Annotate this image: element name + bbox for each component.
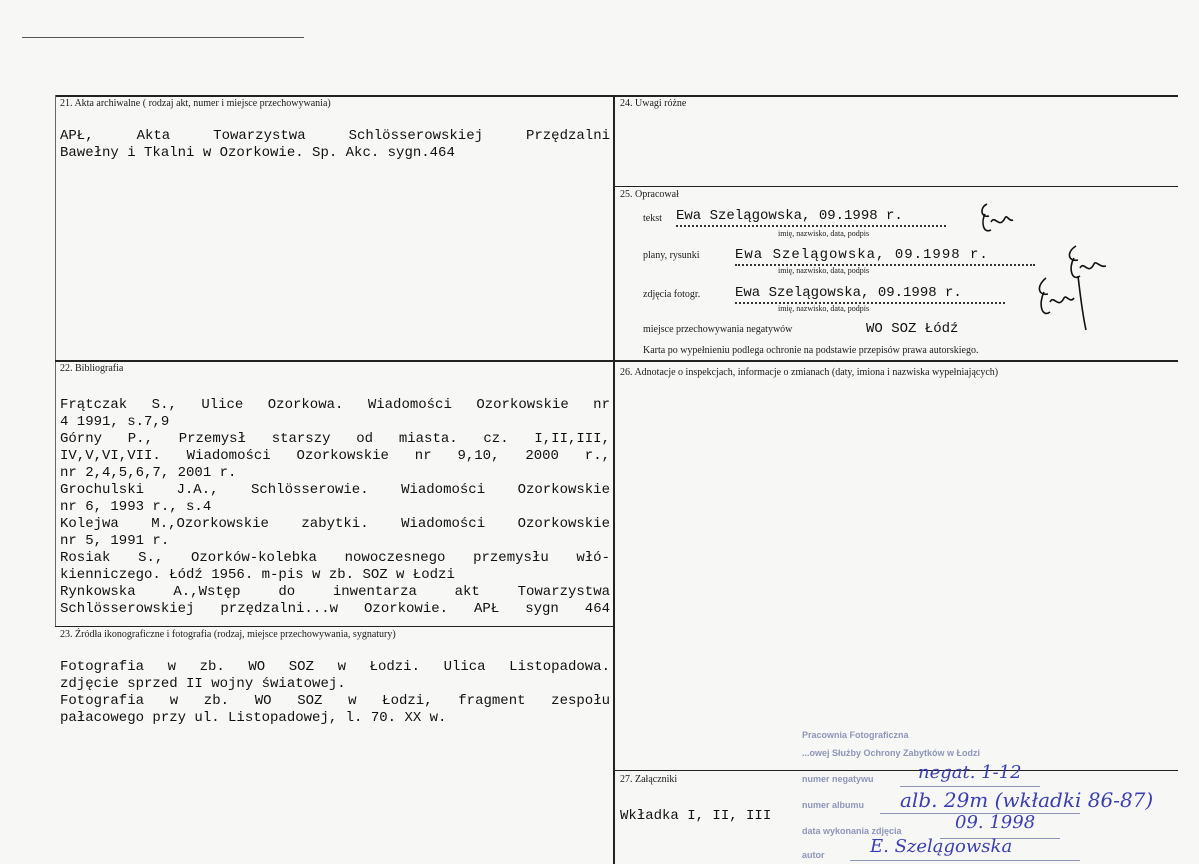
section-27-heading: 27. Załączniki (620, 774, 678, 785)
section-21-body (60, 128, 610, 162)
bibliography-line: Rosiak S., Ozorków-kolebka nowoczesnego przemysłu włó- (60, 550, 610, 566)
rule-22-top (55, 360, 1178, 362)
section-22-heading: 22. Bibliografia (60, 363, 124, 374)
stamp-line-negative (900, 786, 1040, 787)
form-center-divider (613, 95, 615, 864)
bibliography-line: Kolejwa M.,Ozorkowskie zabytki. Wiadomości Ozorkowskie (60, 516, 610, 532)
author-plans-label: plany, rysunki (643, 250, 700, 261)
section-23-heading: 23. Źródła ikonograficzne i fotografia (rodzaj, miejsce przechowywania, sygnatury) (60, 629, 396, 640)
iconography-line: Fotografia w zb. WO SOZ w Łodzi, fragment zespołu (60, 693, 610, 709)
bibliography-line: 4 1991, s.7,9 (60, 414, 170, 430)
handwritten-album-number: alb. 29m (wkładki 86-87) (900, 788, 1154, 812)
iconography-line: zdjęcie sprzed II wojny światowej. (60, 676, 346, 692)
stamp-line-author (850, 860, 1080, 861)
bibliography-line: nr 2,4,5,6,7, 2001 r. (60, 465, 237, 481)
bibliography-line: kienniczego. Łódź 1956. m-pis w zb. SOZ w Łodzi (60, 567, 455, 583)
bibliography-line: Górny P., Przemysł starszy od miasta. cz. I,II,III, (60, 431, 610, 447)
author-photos-caption: imię, nazwisko, data, podpis (778, 304, 870, 313)
section-21-line: APŁ, Akta Towarzystwa Schlösserowskiej Przędzalni (60, 128, 610, 144)
section-23-body (60, 659, 610, 727)
bibliography-line: Rynkowska A.,Wstęp do inwentarza akt Towarzystwa (60, 584, 610, 600)
rule-25-top (614, 186, 1178, 187)
author-text-caption: imię, nazwisko, data, podpis (778, 229, 870, 238)
handwritten-negative-number: negat. 1-12 (918, 762, 1022, 783)
stamp-date-label: data wykonania zdjęcia (802, 826, 902, 836)
bibliography-line: IV,V,VI,VII. Wiadomości Ozorkowskie nr 9,10, 2000 r., (60, 448, 610, 464)
negatives-storage-label: miejsce przechowywania negatywów (643, 324, 793, 335)
negatives-storage-value: WO SOZ Łódź (866, 321, 959, 337)
top-margin-line (22, 37, 304, 38)
bibliography-line: Grochulski J.A., Schlösserowie. Wiadomości Ozorkowskie (60, 482, 610, 498)
stamp-title: Pracownia Fotograficzna (802, 730, 909, 740)
section-24-heading: 24. Uwagi różne (620, 98, 687, 109)
author-photos-value: Ewa Szelągowska, 09.1998 r. (735, 285, 1005, 304)
signature-text (975, 200, 1015, 240)
section-21-heading: 21. Akta archiwalne ( rodzaj akt, numer i miejsce przechowywania) (60, 98, 331, 109)
author-plans-value: Ewa Szelągowska, 09.1998 r. (735, 247, 1035, 266)
author-text-label: tekst (643, 213, 662, 224)
stamp-negative-label: numer negatywu (802, 774, 874, 784)
rule-23-top (55, 626, 614, 627)
rule-27-top (614, 770, 1178, 771)
section-25-heading: 25. Opracował (620, 189, 679, 200)
form-top-rule (55, 95, 1178, 97)
author-photos-label: zdjęcia fotogr. (643, 289, 701, 300)
copyright-note: Karta po wypełnieniu podlega ochronie na podstawie przepisów prawa autorskiego. (643, 345, 979, 356)
stamp-album-label: numer albumu (802, 800, 865, 810)
iconography-line: Fotografia w zb. WO SOZ w Łodzi. Ulica Listopadowa. (60, 659, 610, 675)
bibliography-line: nr 6, 1993 r., s.4 (60, 499, 212, 515)
iconography-line: pałacowego przy ul. Listopadowej, l. 70. XX w. (60, 710, 447, 726)
stamp-author-label: autor (802, 850, 825, 860)
author-plans-caption: imię, nazwisko, data, podpis (778, 266, 870, 275)
section-22-body (60, 397, 610, 618)
section-21-line: Bawełny i Tkalni w Ozorkowie. Sp. Akc. sygn.464 (60, 145, 455, 161)
handwritten-author: E. Szelągowska (870, 836, 1013, 857)
section-26-heading: 26. Adnotacje o inspekcjach, informacje o zmianach (daty, imiona i nazwiska wypełniających) (620, 367, 999, 378)
bibliography-line: nr 5, 1991 r. (60, 533, 170, 549)
attachments-value: Wkładka I, II, III (620, 808, 772, 824)
bibliography-line: Frątczak S., Ulice Ozorkowa. Wiadomości Ozorkowskie nr (60, 397, 610, 413)
author-text-value: Ewa Szelągowska, 09.1998 r. (676, 208, 946, 227)
handwritten-photo-date: 09. 1998 (955, 812, 1036, 833)
signature-photos (1034, 272, 1094, 334)
stamp-office: ...owej Służby Ochrony Zabytków w Łodzi (802, 748, 981, 758)
bibliography-line: Schlösserowskiej przędzalni...w Ozorkowie. APŁ sygn 464 (60, 601, 610, 617)
